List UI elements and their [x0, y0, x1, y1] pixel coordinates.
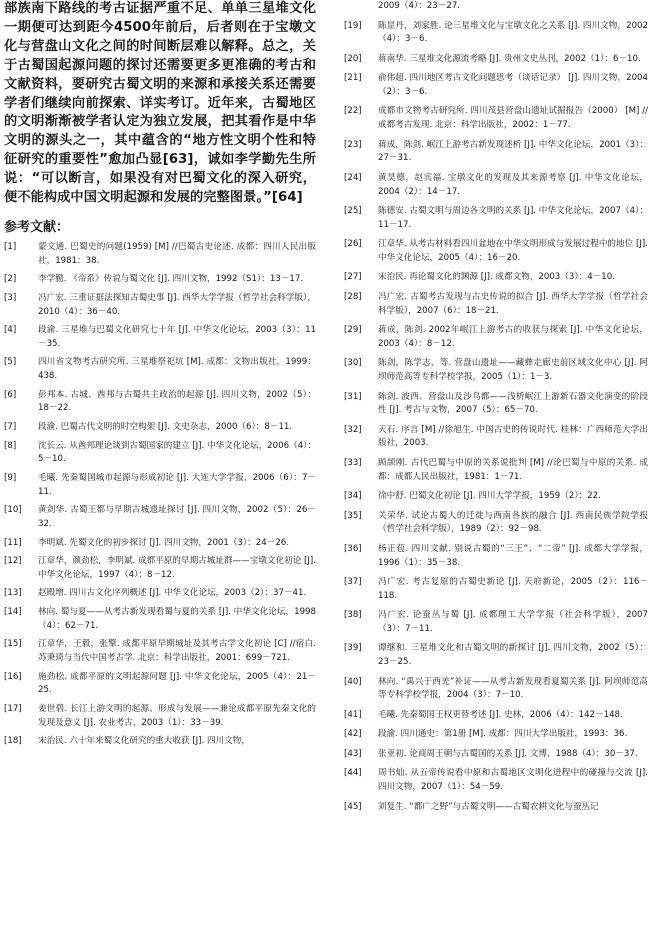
reference-text: 江章华，颜劲松，李明斌. 成都平原的早期古城址群——宝墩文化初论 [J]. 中华文化论坛，1997（4）：8－12. [38, 556, 316, 580]
reference-text: 江章华. 从考古材料看四川盆地在中华文明形成与发展过程中的地位 [J]. 中华文化论坛，2005（4）：16－20. [378, 239, 648, 263]
references-heading: 参考文献： [4, 219, 70, 235]
reference-item [344, 767, 648, 794]
reference-number: [11] [4, 537, 22, 548]
reference-item [344, 424, 648, 451]
reference-item [344, 172, 648, 199]
reference-text: 江章华，王毅，张擎. 成都平原早期城址及其考古学文化初论 [C] //宿白. 苏秉琦与当代中国考古学. 北京：科学出版社，2001：699－721. [38, 639, 316, 664]
reference-item [4, 440, 316, 467]
reference-item [4, 356, 316, 383]
reference-text: 毛曦. 先秦蜀国王权更替考述 [J]. 史林，2006（4）：142－148. [378, 709, 623, 720]
reference-number: [38] [344, 610, 362, 621]
right-column [344, 0, 648, 820]
reference-item [4, 587, 316, 601]
reference-number: [24] [344, 172, 362, 183]
reference-number: [40] [344, 676, 362, 687]
reference-number: [30] [344, 358, 362, 369]
reference-item [344, 20, 648, 47]
reference-number: [43] [344, 748, 362, 759]
reference-text: 段渝. 巴蜀古代文明的时空构架 [J]. 文史杂志，2000（6）：8－11. [38, 422, 293, 433]
reference-text: 蒋成，陈剑. 岷江上游考古新发现述析 [J]. 中华文化论坛，2001（3）：27－31. [378, 139, 648, 164]
reference-number: [10] [4, 505, 22, 516]
reference-text: 冯广宏. 考古复原的古蜀史新论 [J]. 天府新论，2005（2）：116－118. [378, 577, 648, 601]
reference-text: 赵殿增. 四川古文化序列概述 [J]. 中华文化论坛，2003（2）：37－41. [38, 588, 307, 599]
reference-item [344, 291, 648, 318]
reference-item [344, 53, 648, 67]
reference-text: 杨正苞. 四川文献. 别说古蜀的“三王”、“二帝” [J]. 成都大学学报，1996（1）：35－38. [378, 543, 648, 568]
reference-text: 天石. 序言 [M] //徐旭生. 中国古史的传说时代. 桂林：广西师范大学出版社，2003. [378, 424, 648, 449]
reference-text: 蒋成，陈剑. 2002年岷江上游考古的收获与探索 [J]. 中华文化论坛，2003（4）：8－12. [378, 325, 648, 349]
reference-text: 段渝. 三星堆与巴蜀文化研究七十年 [J]. 中华文化论坛，2003（3）：11－35. [38, 325, 316, 349]
reference-item [344, 576, 648, 603]
reference-text: 关荣华. 试论古蜀人的迁徙与西南各族的融合 [J]. 西南民族学院学报（哲学社会科学版），1989（2）：92－98. [378, 510, 648, 535]
reference-number: [8] [4, 440, 17, 451]
reference-item [4, 703, 316, 730]
reference-text: 顾颉刚. 古代巴蜀与中原的关系说批判 [M] //论巴蜀与中原的关系. 成都：成都人民出版社，1981：1－71. [378, 457, 648, 482]
reference-number: [39] [344, 643, 362, 654]
reference-item [4, 421, 316, 435]
reference-item [344, 676, 648, 703]
reference-text: 周书灿. 从五帝传说看中原和古蜀地区文明化进程中的碰撞与交流 [J]. 四川文物，2007（1）：54－59. [378, 768, 648, 793]
reference-list-left [4, 241, 316, 749]
reference-number: [7] [4, 422, 17, 433]
reference-number: [20] [344, 53, 362, 64]
reference-text: 姜世碧. 长江上游文明的起源、形成与发展——兼论成都平原先秦文化的发现及意义 [J]. 农业考古，2003（1）：33－39. [38, 703, 316, 728]
left-column [4, 0, 316, 754]
reference-text: 冯广宏. 三重证据法探知古蜀史事 [J]. 西华大学学报（哲学社会科学版），2010（4）：36－40. [38, 292, 316, 317]
reference-item [344, 271, 648, 285]
reference-number: [6] [4, 389, 17, 400]
reference-text: 冯广宏. 古蜀考古发现与古史传说的拟合 [J]. 西华大学学报（哲学社会科学版），2007（6）：18－21. [378, 291, 648, 316]
reference-item [4, 292, 316, 319]
reference-item [344, 801, 648, 815]
reference-item [4, 472, 316, 499]
reference-text: 黄昊德，赵宾福. 宝墩文化的发现及其来源考察 [J]. 中华文化论坛，2004（2）：14－17. [378, 172, 648, 197]
reference-item [4, 241, 316, 268]
reference-text: 刘复生. “都广之野”与古蜀文明——古蜀农耕文化与蚕丛记 [378, 801, 599, 812]
reference-number: [21] [344, 73, 362, 84]
reference-list-right [344, 0, 648, 814]
reference-text: 宋治民. 六十年来蜀文化研究的重大收获 [J]. 四川文物， [38, 736, 250, 747]
reference-item [344, 748, 648, 762]
reference-text: 张亚初. 论商周王朝与古蜀国的关系 [J]. 文博，1988（4）：30－37. [378, 748, 638, 759]
reference-number: [35] [344, 510, 362, 521]
reference-text: 俞伟超. 四川地区考古文化问题思考（谈话记录） [J]. 四川文物，2004（2）：3－6. [378, 73, 648, 97]
reference-item [344, 709, 648, 723]
reference-text: 李明斌. 先蜀文化的初步探讨 [J]. 四川文物，2001（3）：24－26. [38, 537, 290, 548]
reference-item [344, 238, 648, 265]
reference-text: 林向. 蜀与夏——从考古新发现看蜀与夏的关系 [J]. 中华文化论坛，1998（4）：62－71. [38, 607, 316, 631]
reference-item [344, 609, 648, 636]
reference-number: [44] [344, 768, 362, 779]
reference-number: [5] [4, 357, 17, 368]
reference-number: [19] [344, 20, 362, 31]
reference-item [344, 490, 648, 504]
reference-item [4, 537, 316, 551]
reference-item [344, 543, 648, 570]
reference-text: 沈长云. 从酋邦理论谈到古蜀国家的建立 [J]. 中华文化论坛，2006（4）：5－10. [38, 440, 316, 465]
reference-item [4, 504, 316, 531]
reference-number: [32] [344, 424, 362, 435]
reference-text: 四川省文物考古研究所. 三星堆祭祀坑 [M]. 成都：文物出版社，1999：438. [38, 357, 316, 382]
reference-number: [45] [344, 801, 362, 812]
reference-number: [25] [344, 206, 362, 217]
reference-number: [29] [344, 325, 362, 336]
reference-item [344, 510, 648, 537]
reference-text: 蒋南华. 三星堆文化源流考略 [J]. 贵州文史丛刊，2002（1）：6－10. [378, 53, 641, 64]
reference-number: [16] [4, 671, 22, 682]
reference-number: [42] [344, 729, 362, 740]
reference-number: [14] [4, 607, 22, 618]
reference-item [4, 671, 316, 698]
reference-text: 徐中舒. 巴蜀文化初论 [J]. 四川大学学报，1959（2）：22. [378, 491, 601, 502]
reference-item [344, 139, 648, 166]
reference-number: [12] [4, 556, 22, 567]
reference-item [344, 391, 648, 418]
reference-number: [27] [344, 272, 362, 283]
reference-item [4, 324, 316, 351]
reference-item [344, 205, 648, 232]
reference-number: [15] [4, 639, 22, 650]
reference-number: [31] [344, 391, 362, 402]
reference-item [344, 72, 648, 99]
reference-text: 陈剑，陈学志，等. 营盘山遗址——藏彝走廊史前区域文化中心 [J]. 阿坝师范高等专科学校学报，2005（1）：1－3. [378, 358, 648, 383]
reference-item [4, 606, 316, 633]
reference-text: 蒙文通. 巴蜀史的问题(1959) [M] //巴蜀古史论述. 成都：四川人民出版社，1981：38. [38, 241, 316, 266]
reference-text: 段渝. 四川通史：第1册 [M]. 成都：四川大学出版社，1993：36. [378, 729, 628, 740]
reference-text: 李学勤. 《帝系》传说与蜀文化 [J]. 四川文物，1992（S1）：13－17. [38, 274, 304, 285]
reference-number: [41] [344, 709, 362, 720]
reference-number: [36] [344, 543, 362, 554]
reference-item [4, 555, 316, 582]
reference-number: [18] [4, 736, 22, 747]
reference-text: 黄剑华. 古蜀王都与早期古城遗址探讨 [J]. 四川文物，2002（5）：26－32. [38, 505, 316, 529]
reference-text: 林向. “禹兴于西羌”补证——从考古新发现看夏蜀关系 [J]. 阿坝师范高等专科学校学报，2004（3）：7－10. [378, 676, 648, 701]
reference-text: 施劲松. 成都平原的文明起源问题 [J]. 中华文化论坛，2005（4）：21－25. [38, 671, 316, 696]
reference-item [4, 389, 316, 416]
reference-number: [23] [344, 139, 362, 150]
reference-text: 毛曦. 先秦蜀国城市起源与形成初论 [J]. 大连大学学报，2006（6）：7－11. [38, 472, 316, 497]
reference-number: [37] [344, 577, 362, 588]
reference-number: [4] [4, 325, 17, 336]
reference-item [4, 638, 316, 665]
reference-number: [9] [4, 472, 17, 483]
reference-number: [28] [344, 291, 362, 302]
reference-number: [26] [344, 239, 362, 250]
reference-text: 宋治民. 再论蜀文化的渊源 [J]. 成都文物，2003（3）：4－10. [378, 272, 615, 283]
reference-item [4, 735, 316, 749]
reference-item [344, 457, 648, 484]
reference-number: [33] [344, 457, 362, 468]
reference-item [344, 642, 648, 669]
reference-number: [1] [4, 241, 17, 252]
reference-item [344, 357, 648, 384]
reference-text: 彭邦本. 古城、酋邦与古蜀共主政治的起源 [J]. 四川文物，2002（5）：18－22. [38, 389, 316, 414]
reference-text: 谭继和. 三星堆文化和古蜀文明的新探讨 [J]. 四川文物，2002（5）：23－25. [378, 643, 648, 668]
reference-text: 陈显丹，刘家胜. 论三星堆文化与宝墩文化之关系 [J]. 四川文物，2002（4）：3－6. [378, 20, 648, 45]
body-paragraph: 部族南下路线的考古证据严重不足、单单三星堆文化一期便可达到距今4500年前后，后者则在于宝墩文化与营盘山文化之间的时间断层难以解释。总之，关于古蜀国起源问题的探讨还需要更多更准确的考古和文献资料，要研究古蜀文明的来源和承接关系还需要学者们继续向前探索、详实考订。近年来，古蜀地区的文明渐渐被学者认定为独立发展，把其看作是中华文明的源头之一，其中蕴含的“地方性文明个性和特征研究的重要性”愈加凸显[63]，诚如李学勤先生所说：“可以断言，如果没有对巴蜀文化的深入研究，便不能构成中国文明起源和发展的完整图景。”[64] [4, 1, 316, 206]
reference-item [344, 728, 648, 742]
reference-number: [22] [344, 106, 362, 117]
reference-item [344, 105, 648, 132]
reference-item [344, 324, 648, 351]
reference-text: 冯广宏. 论蚕丛与蜀 [J]. 成都理工大学学报（社会科学版），2007（3）：7－11. [378, 610, 648, 634]
reference-text: 成都市文物考古研究所. 四川茂县营盘山遗址试掘报告（2000） [M] //成都考古发现. 北京：科学出版社，2002：1－77. [378, 106, 648, 131]
reference-item [4, 273, 316, 287]
reference-number: [3] [4, 292, 17, 303]
reference-text: 陈德安. 古蜀文明与周边各文明的关系 [J]. 中华文化论坛，2007（4）：11－17. [378, 206, 648, 230]
reference-number: [13] [4, 588, 22, 599]
reference-number: [2] [4, 274, 17, 285]
reference-continuation: 2009（4）：23－27. [378, 1, 461, 11]
reference-text: 陈剑. 波西、营盘山及沙乌都——浅析岷江上游新石器文化演变的阶段性 [J]. 考古与文物，2007（5）：65－70. [378, 391, 648, 416]
reference-number: [17] [4, 703, 22, 714]
reference-number: [34] [344, 491, 362, 502]
